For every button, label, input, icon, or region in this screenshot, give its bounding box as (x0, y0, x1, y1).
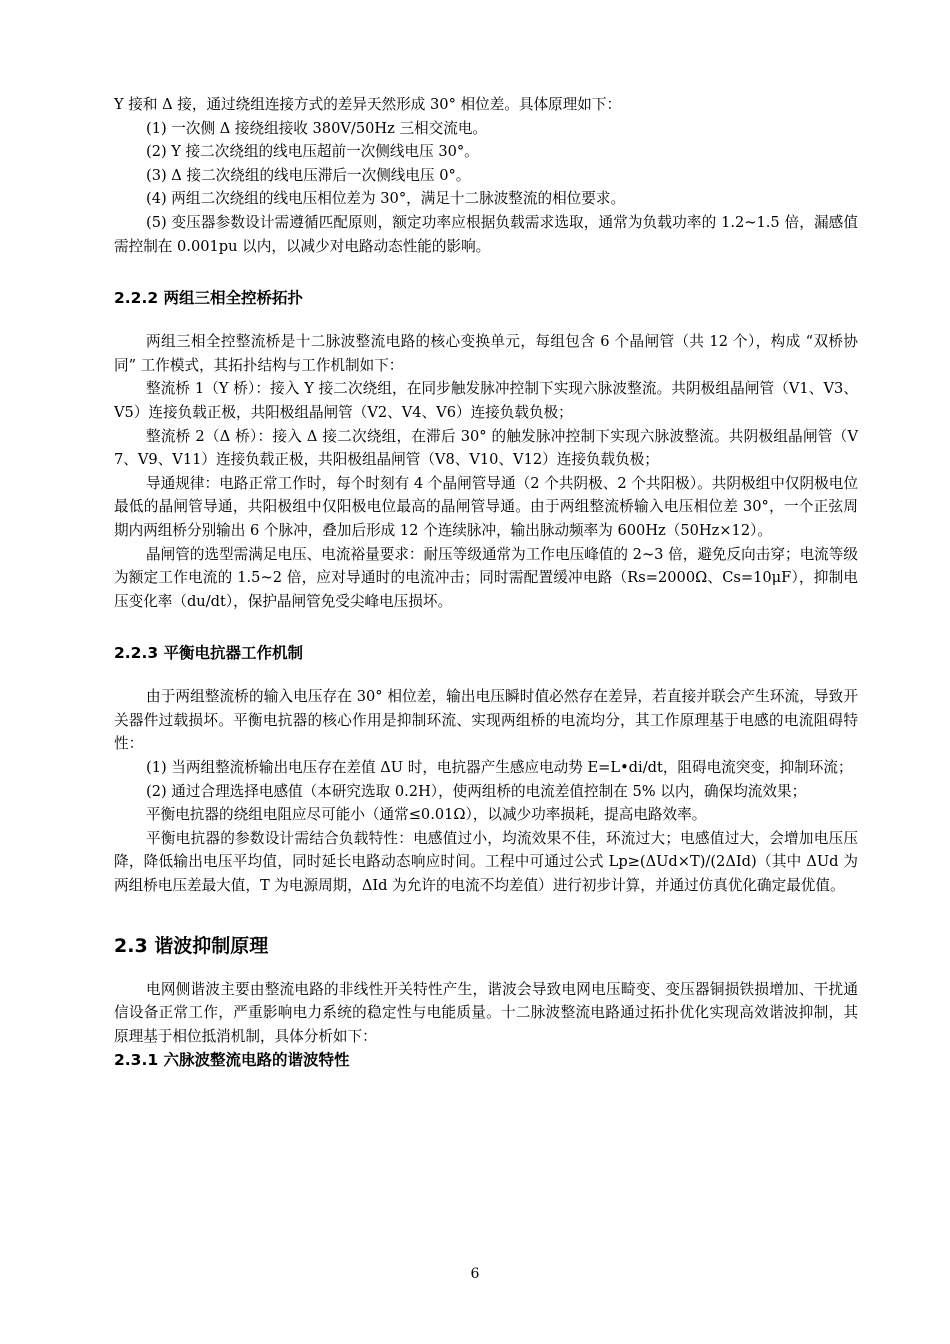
para-222-4: 导通规律：电路正常工作时，每个时刻有 4 个晶闸管导通（2 个共阴极、2 个共阳极）。共阴极组中仅阴极电位最低的晶闸管导通，共阳极组中仅阳极电位最高的晶闸管导通。由于两组整流桥输入电压相位差 30°，一个正弦周期内两组桥分别输出 6 个脉冲，叠加后形成 12 个连续脉冲，输出脉动频率为 600Hz（50Hz×12）。 (114, 474, 858, 539)
intro-item-5: (5) 变压器参数设计需遵循匹配原则，额定功率应根据负载需求选取，通常为负载功率的 1.2~1.5 倍，漏感值需控制在 0.001pu 以内，以减少对电路动态性能的影响。 (114, 213, 858, 255)
para-223-2: (1) 当两组整流桥输出电压存在差值 ΔU 时，电抗器产生感应电动势 E=L•di/dt，阻碍电流突变，抑制环流； (146, 759, 853, 777)
para-223-1: 由于两组整流桥的输入电压存在 30° 相位差，输出电压瞬时值必然存在差异，若直接并联会产生环流，导致开关器件过载损坏。平衡电抗器的核心作用是抑制环流、实现两组桥的电流均分，其工作原理基于电感的电流阻碍特性： (114, 688, 858, 753)
heading-2-3-1: 2.3.1 六脉波整流电路的谐波特性 (114, 1051, 350, 1070)
intro-item-3: (3) Δ 接二次绕组的线电压滞后一次侧线电压 0°。 (146, 166, 471, 184)
para-223-5: 平衡电抗器的参数设计需结合负载特性：电感值过小，均流效果不佳，环流过大；电感值过大，会增加电压压降，降低输出电压平均值，同时延长电路动态响应时间。工程中可通过公式 Lp≥(ΔUd×T)/(2ΔId)（其中 ΔUd 为两组桥电压差最大值，T 为电源周期，ΔId 为允许的电流不均差值）进行初步计算，并通过仿真优化确定最优值。 (114, 829, 858, 895)
para-223-3: (2) 通过合理选择电感值（本研究选取 0.2H），使两组桥的电流差值控制在 5% 以内，确保均流效果； (146, 782, 807, 800)
intro-item-4: (4) 两组二次绕组的线电压相位差为 30°，满足十二脉波整流的相位要求。 (146, 190, 626, 208)
heading-2-3: 2.3 谐波抑制原理 (114, 934, 269, 957)
para-223-4: 平衡电抗器的绕组电阻应尽可能小（通常≤0.01Ω），以减少功率损耗，提高电路效率。 (146, 806, 707, 824)
intro-item-1: (1) 一次侧 Δ 接绕组接收 380V/50Hz 三相交流电。 (146, 119, 488, 137)
intro-item-2: (2) Y 接二次绕组的线电压超前一次侧线电压 30°。 (146, 143, 479, 161)
heading-2-2-2: 2.2.2 两组三相全控桥拓扑 (114, 289, 304, 308)
document-page (114, 93, 858, 1072)
intro-line-1: Y 接和 Δ 接，通过绕组连接方式的差异天然形成 30° 相位差。具体原理如下： (114, 96, 622, 113)
para-222-2: 整流桥 1（Y 桥）：接入 Y 接二次绕组，在同步触发脉冲控制下实现六脉波整流。共阴极组晶闸管（V1、V3、V5）连接负载正极，共阳极组晶闸管（V2、V4、V6）连接负载负极； (114, 380, 858, 421)
para-222-5: 晶闸管的选型需满足电压、电流裕量要求：耐压等级通常为工作电压峰值的 2~3 倍，避免反向击穿；电流等级为额定工作电流的 1.5~2 倍，应对导通时的电流冲击；同时需配置缓冲电路（Rs=2000Ω、Cs=10μF），抑制电压变化率（du/dt），保护晶闸管免受尖峰电压损坏。 (114, 545, 858, 610)
para-222-3: 整流桥 2（Δ 桥）：接入 Δ 接二次绕组，在滞后 30° 的触发脉冲控制下实现六脉波整流。共阴极组晶闸管（V7、V9、V11）连接负载正极，共阳极组晶闸管（V8、V10、V12）连接负载负极； (114, 427, 858, 469)
para-222-1: 两组三相全控整流桥是十二脉波整流电路的核心变换单元，每组包含 6 个晶闸管（共 12 个），构成 “双桥协同” 工作模式，其拓扑结构与工作机制如下： (114, 333, 858, 374)
heading-2-2-3: 2.2.3 平衡电抗器工作机制 (114, 644, 304, 663)
page-number: 6 (470, 1266, 480, 1282)
para-23-1: 电网侧谐波主要由整流电路的非线性开关特性产生，谐波会导致电网电压畸变、变压器铜损铁损增加、干扰通信设备正常工作，严重影响电力系统的稳定性与电能质量。十二脉波整流电路通过拓扑优化实现高效谐波抑制，其原理基于相位抵消机制，具体分析如下： (114, 980, 858, 1045)
